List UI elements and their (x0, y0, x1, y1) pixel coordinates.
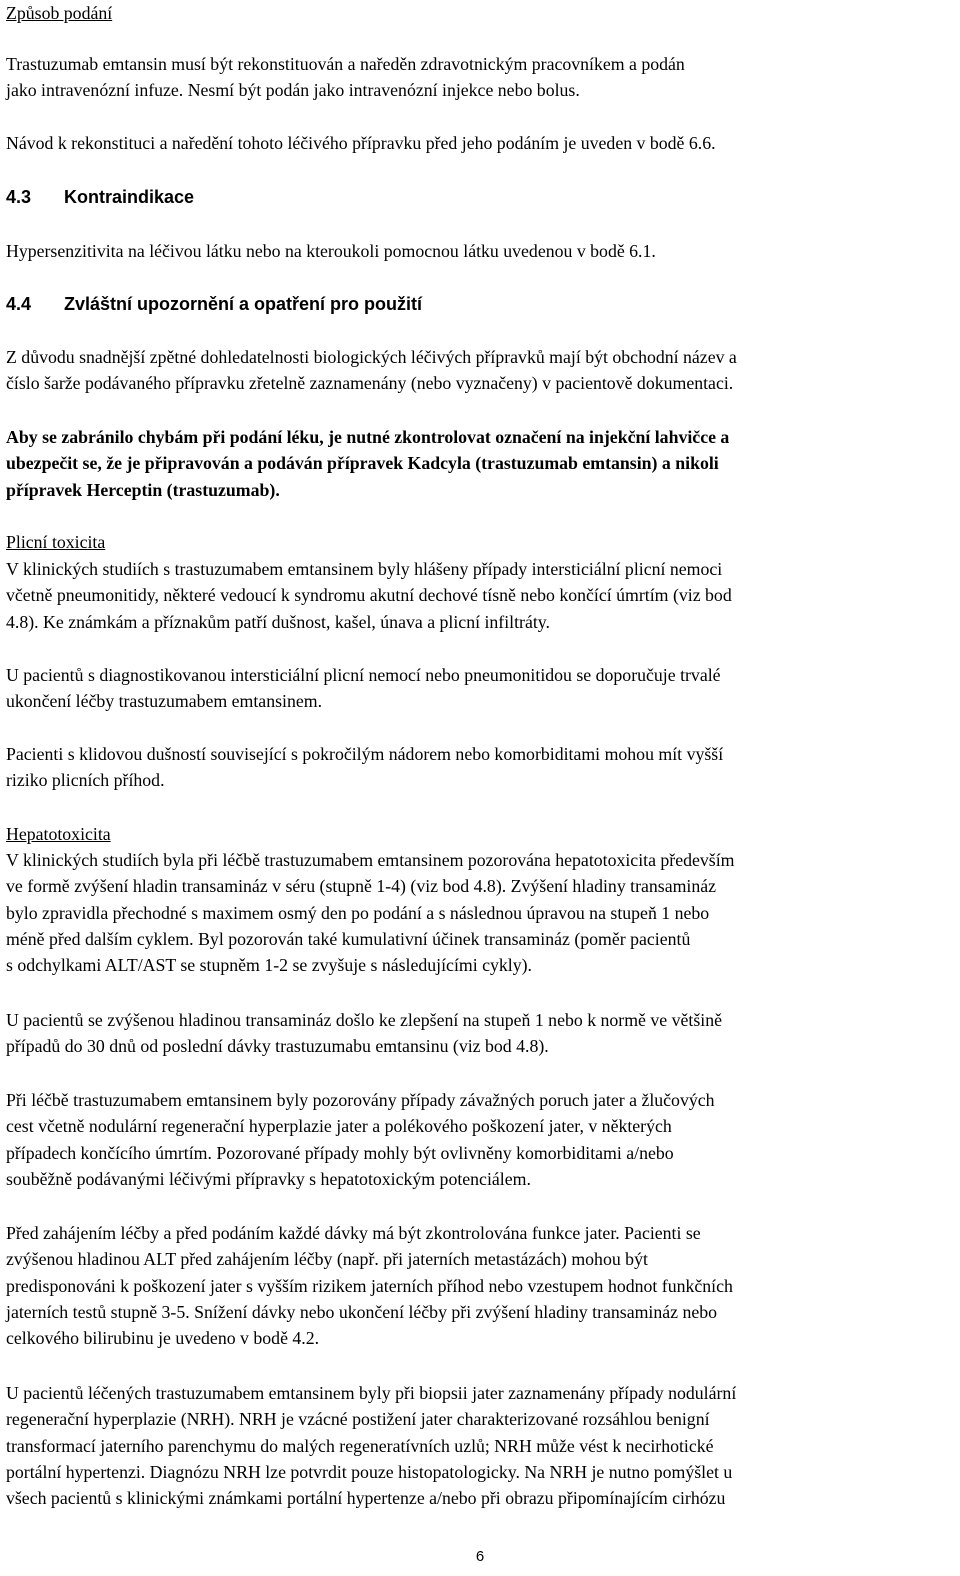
text-line: méně před dalším cyklem. Byl pozorován také kumulativní účinek transamináz (poměr pacientů (6, 928, 691, 949)
text-line: s odchylkami ALT/AST se stupněm 1-2 se zvyšuje s následujícími cykly). (6, 955, 532, 976)
text-line: ubezpečit se, že je připravován a podáván přípravek Kadcyla (trastuzumab emtansin) a nikoli (6, 453, 719, 474)
section-title: Kontraindikace (64, 187, 195, 207)
paragraph-plicni-1 (6, 556, 956, 635)
text-line: cest včetně nodulární regenerační hyperplazie jater a polékového poškození jater, v některých (6, 1116, 672, 1137)
text-line: případech končícího úmrtím. Pozorované případy mohly být ovlivněny komorbiditami a/nebo (6, 1142, 674, 1163)
text-line: V klinických studiích s trastuzumabem emtansinem byly hlášeny případy intersticiální plicní nemoci (6, 559, 723, 579)
text-line: zvýšenou hladinou ALT před zahájením léčby (např. při jaterních metastázách) mohou být (6, 1249, 648, 1270)
page-number: 6 (475, 1548, 485, 1565)
text-line: Aby se zabránilo chybám při podání léku, je nutné zkontrolovat označení na injekční lahvičce a (6, 427, 730, 447)
text-line: U pacientů s diagnostikovanou intersticiální plicní nemocí nebo pneumonitidou se doporučuje trvalé (6, 665, 721, 685)
text-line: riziko plicních příhod. (6, 770, 165, 791)
text-line: Při léčbě trastuzumabem emtansinem byly pozorovány případy závažných poruch jater a žlučových (6, 1090, 715, 1110)
text-line: přípravek Herceptin (trastuzumab). (6, 479, 280, 500)
text-line: ve formě zvýšení hladin transamináz v séru (stupně 1-4) (viz bod 4.8). Zvýšení hladiny transamináz (6, 876, 717, 897)
text-line: Před zahájením léčby a před podáním každé dávky má být zkontrolována funkce jater. Pacienti se (6, 1223, 701, 1243)
text-line: U pacientů léčených trastuzumabem emtansinem byly při biopsii jater zaznamenány případy nodulární (6, 1383, 737, 1403)
section-heading-4-3 (6, 184, 956, 210)
paragraph-4-4-2-bold (6, 424, 956, 503)
text-line: Trastuzumab emtansin musí být rekonstituován a naředěn zdravotnickým pracovníkem a podán (6, 54, 685, 74)
subheading-zpusob-podani: Způsob podání (6, 3, 113, 23)
paragraph-hepato-4 (6, 1220, 956, 1351)
paragraph-4-3-1: Hypersenzitivita na léčivou látku nebo na kteroukoli pomocnou látku uvedenou v bodě 6.1. (6, 241, 656, 261)
text-line: jaterních testů stupně 3-5. Snížení dávky nebo ukončení léčby při zvýšení hladiny transamináz nebo (6, 1301, 718, 1322)
paragraph-hepato-1 (6, 847, 956, 978)
text-line: Z důvodu snadnější zpětné dohledatelnosti biologických léčivých přípravků mají být obchodní název a (6, 347, 737, 367)
text-line: souběžně podávanými léčivými přípravky s hepatotoxickým potenciálem. (6, 1168, 531, 1189)
paragraph-hepato-3 (6, 1087, 956, 1192)
paragraph-plicni-2 (6, 662, 956, 715)
text-line: V klinických studiích byla při léčbě trastuzumabem emtansinem pozorována hepatotoxicita především (6, 850, 735, 870)
text-line: případů do 30 dnů od poslední dávky trastuzumabu emtansinu (viz bod 4.8). (6, 1036, 549, 1057)
paragraph-zpusob-podani-1 (6, 51, 956, 104)
paragraph-hepato-2 (6, 1007, 956, 1060)
text-line: regenerační hyperplazie (NRH). NRH je vzácné postižení jater charakterizované rozsáhlou benigní (6, 1409, 710, 1430)
section-number: 4.3 (6, 187, 32, 207)
text-line: číslo šarže podávaného přípravku zřetelně zaznamenány (nebo vyznačeny) v pacientově dokumentaci. (6, 373, 734, 394)
text-line: celkového bilirubinu je uvedeno v bodě 4.2. (6, 1328, 320, 1349)
text-line: včetně pneumonitidy, některé vedoucí k syndromu akutní dechové tísně nebo končící úmrtím (viz bod (6, 585, 732, 606)
paragraph-zpusob-podani-2: Návod k rekonstituci a naředění tohoto léčivého přípravku před jeho podáním je uveden v bodě 6.6. (6, 133, 716, 153)
text-line: jako intravenózní infuze. Nesmí být podán jako intravenózní injekce nebo bolus. (6, 80, 580, 101)
section-number: 4.4 (6, 294, 32, 314)
text-line: bylo zpravidla přechodné s maximem osmý den po podání a s následnou úpravou na stupeň 1 nebo (6, 902, 710, 923)
paragraph-hepato-5 (6, 1380, 956, 1511)
section-heading-4-4 (6, 291, 956, 317)
text-line: U pacientů se zvýšenou hladinou transamináz došlo ke zlepšení na stupeň 1 nebo k normě ve většině (6, 1010, 722, 1030)
text-line: všech pacientů s klinickými známkami portální hypertenze a/nebo při obrazu připomínajícím cirhózu (6, 1488, 726, 1509)
text-line: transformací jaterního parenchymu do malých regeneratívních uzlů; NRH může vést k necirhotické (6, 1435, 714, 1456)
paragraph-plicni-3 (6, 741, 956, 794)
paragraph-4-4-1 (6, 344, 956, 397)
text-line: ukončení léčby trastuzumabem emtansinem. (6, 691, 323, 712)
section-title: Zvláštní upozornění a opatření pro použití (64, 294, 423, 314)
text-line: portální hypertenzi. Diagnózu NRH lze potvrdit pouze histopatologicky. Na NRH je nutno pomýšlet u (6, 1461, 733, 1482)
text-line: predisponováni k poškození jater s vyšším rizikem jaterních příhod nebo vzestupem hodnot funkčních (6, 1275, 733, 1296)
subheading-plicni-toxicita: Plicní toxicita (6, 532, 106, 552)
text-line: 4.8). Ke známkám a příznakům patří dušnost, kašel, únava a plicní infiltráty. (6, 611, 550, 632)
subheading-hepatotoxicita: Hepatotoxicita (6, 824, 111, 844)
text-line: Pacienti s klidovou dušností související s pokročilým nádorem nebo komorbiditami mohou mít vyšší (6, 744, 724, 764)
